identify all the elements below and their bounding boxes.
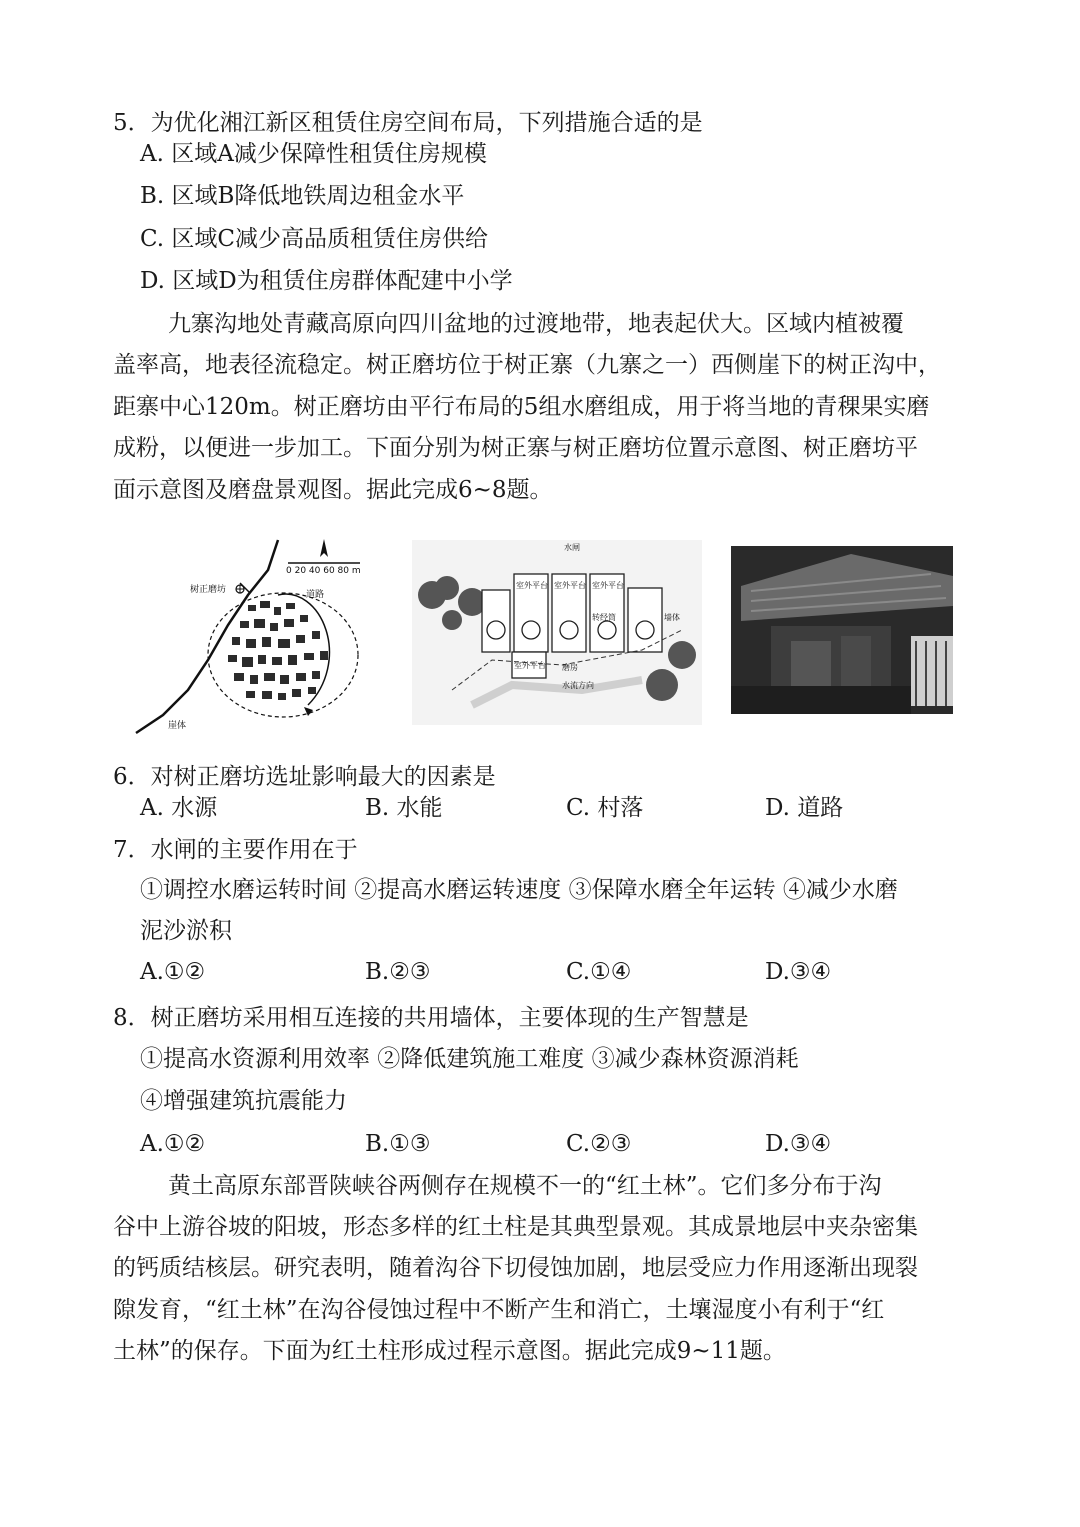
q7-stem: 7．水闸的主要作用在于 xyxy=(113,837,358,863)
passage1-line: 距寨中心120m。树正磨坊由平行布局的5组水磨组成，用于将当地的青稞果实磨 xyxy=(113,394,930,420)
q6-option-c: C. 村落 xyxy=(566,795,644,821)
passage2-line: 的钙质结核层。研究表明，随着沟谷下切侵蚀加剧，地层受应力作用逐渐出现裂 xyxy=(113,1255,918,1281)
millstone-photo xyxy=(731,546,953,714)
q8-option-c: C.②③ xyxy=(566,1131,632,1157)
q5-option-d: D. 区域D为租赁住房群体配建中小学 xyxy=(140,268,513,294)
q8-option-b: B.①③ xyxy=(365,1131,431,1157)
plan-label-door: 磨房 xyxy=(562,663,578,672)
plan-label-platform: 室外平台 xyxy=(554,581,586,590)
passage2-line: 黄土高原东部晋陕峡谷两侧存在规模不一的“红土林”。它们多分布于沟 xyxy=(168,1173,882,1199)
plan-label-flow: 水流方向 xyxy=(562,681,594,690)
map-scale: 0 20 40 60 80 m xyxy=(286,566,361,576)
q5-option-a: A. 区域A减少保障性租赁住房规模 xyxy=(140,141,487,167)
q8-option-a: A.①② xyxy=(140,1131,206,1157)
map-label-road: 道路 xyxy=(306,590,325,600)
q5-option-c: C. 区域C减少高品质租赁住房供给 xyxy=(140,226,488,252)
passage1-line: 九寨沟地处青藏高原向四川盆地的过渡地带，地表起伏大。区域内植被覆 xyxy=(168,311,904,337)
passage1-line: 成粉，以便进一步加工。下面分别为树正寨与树正磨坊位置示意图、树正磨坊平 xyxy=(113,435,918,461)
q6-option-d: D. 道路 xyxy=(765,795,844,821)
village-location-map xyxy=(128,535,373,735)
passage2-line: 土林”的保存。下面为红土柱形成过程示意图。据此完成9~11题。 xyxy=(113,1338,786,1364)
q8-option-d: D.③④ xyxy=(765,1131,832,1157)
q7-option-c: C.①④ xyxy=(566,959,632,985)
q6-option-b: B. 水能 xyxy=(365,795,443,821)
north-arrow-icon xyxy=(320,539,328,557)
mill-marker-icon xyxy=(236,585,244,593)
plan-label-gate: 水闸 xyxy=(564,543,580,552)
passage1-line: 面示意图及磨盘景观图。据此完成6~8题。 xyxy=(113,477,553,503)
q5-option-b: B. 区域B降低地铁周边租金水平 xyxy=(140,183,465,209)
q6-option-a: A. 水源 xyxy=(140,795,218,821)
q8-items: ④增强建筑抗震能力 xyxy=(140,1088,347,1114)
q7-option-b: B.②③ xyxy=(365,959,431,985)
q7-option-d: D.③④ xyxy=(765,959,832,985)
q6-stem: 6．对树正磨坊选址影响最大的因素是 xyxy=(113,764,496,790)
plan-label-platform: 室外平台 xyxy=(516,581,548,590)
village-buildings xyxy=(228,601,328,700)
map-label-cliff: 崖体 xyxy=(168,721,187,731)
q5-stem: 5．为优化湘江新区租赁住房空间布局，下列措施合适的是 xyxy=(113,110,703,136)
mill-plan-diagram xyxy=(412,540,702,725)
q7-items: ①调控水磨运转时间 ②提高水磨运转速度 ③保障水磨全年运转 ④减少水磨 xyxy=(140,877,898,903)
plan-label-platform: 室外平台 xyxy=(592,581,624,590)
q7-option-a: A.①② xyxy=(140,959,206,985)
q7-items: 泥沙淤积 xyxy=(140,918,232,944)
passage2-line: 隙发育，“红土林”在沟谷侵蚀过程中不断产生和消亡，土壤湿度小有利于“红 xyxy=(113,1297,885,1323)
map-label-mill: 树正磨坊 xyxy=(190,585,227,595)
passage1-line: 盖率高，地表径流稳定。树正磨坊位于树正寨（九寨之一）西侧崖下的树正沟中， xyxy=(113,352,941,378)
plan-label-wall: 墙体 xyxy=(664,613,680,622)
passage2-line: 谷中上游谷坡的阳坡，形态多样的红土柱是其典型景观。其成景地层中夹杂密集 xyxy=(113,1214,918,1240)
q8-stem: 8．树正磨坊采用相互连接的共用墙体，主要体现的生产智慧是 xyxy=(113,1005,749,1031)
q8-items: ①提高水资源利用效率 ②降低建筑施工难度 ③减少森林资源消耗 xyxy=(140,1046,799,1072)
plan-label-wheel: 转经筒 xyxy=(592,613,616,622)
plan-label-platform: 室外平台 xyxy=(514,661,546,670)
